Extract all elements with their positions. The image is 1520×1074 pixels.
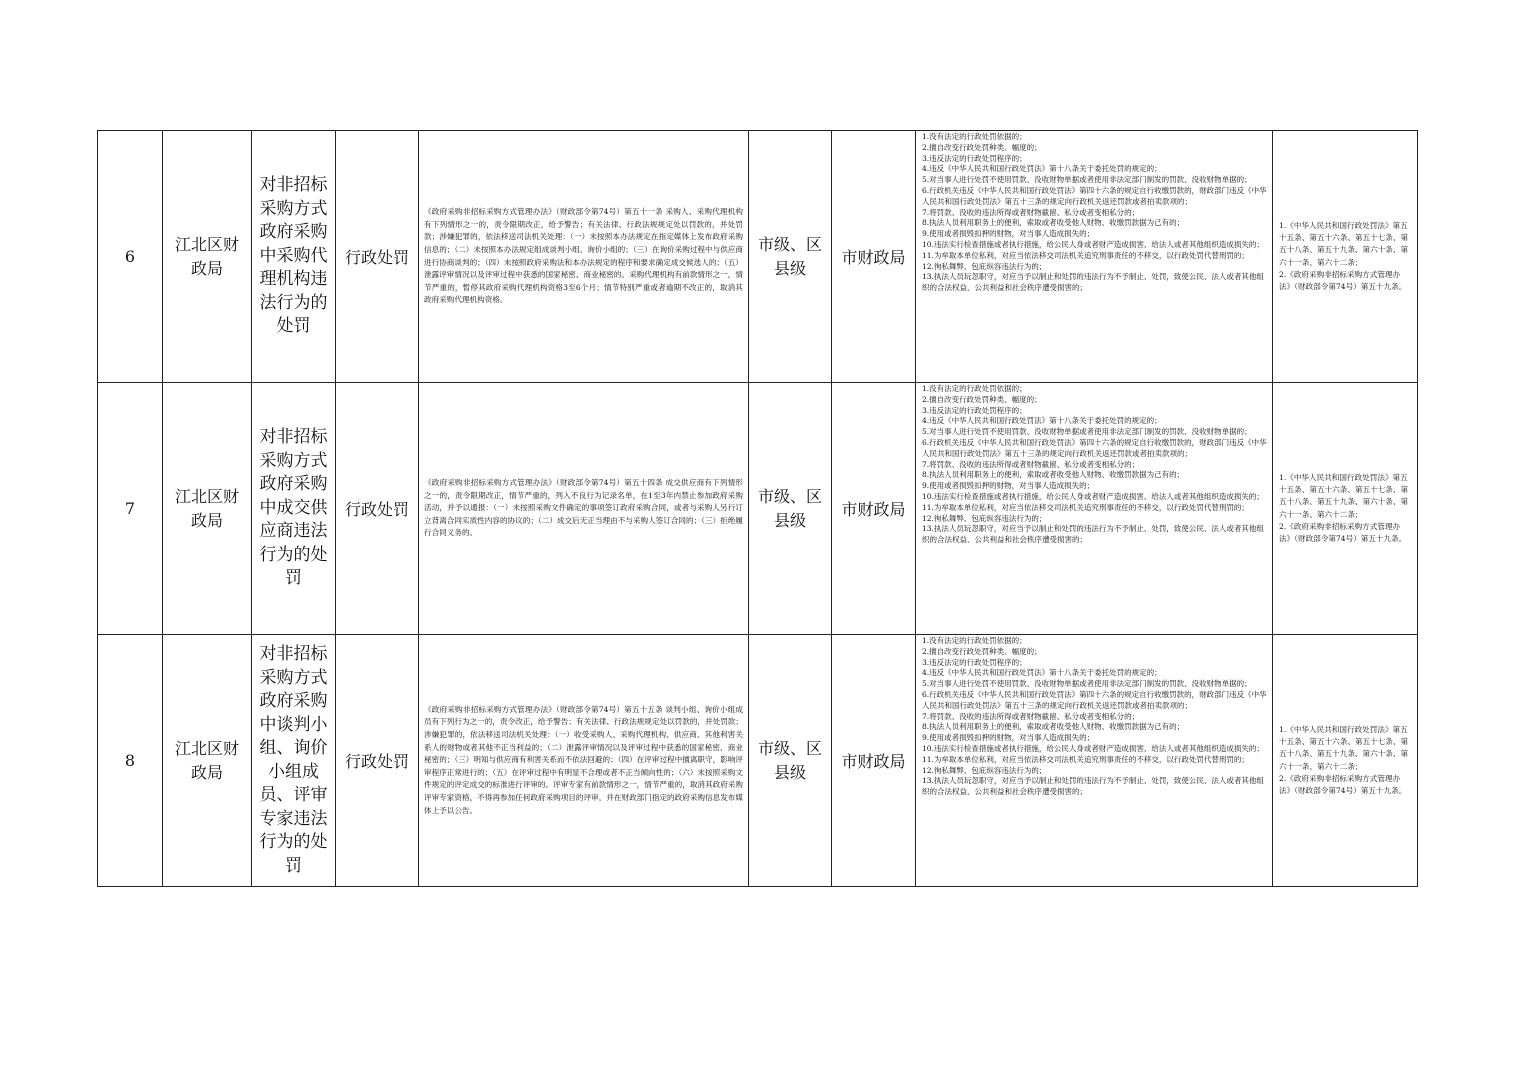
accountability-basis-2: 2.《政府采购非招标采购方式管理办法》（财政部令第74号）第五十九条。 [1279, 773, 1407, 795]
table-row [98, 383, 1418, 635]
accountability-item: 12.徇私舞弊、包庇纵容违法行为的； [922, 261, 1047, 271]
department-text: 江北区财政局 [174, 486, 239, 530]
accountability-item: 7.将罚款、没收的违法所得或者财物截留、私分或者变相私分的； [922, 459, 1140, 469]
accountability-item: 9.使用或者损毁扣押的财物，对当事人造成损失的； [922, 229, 1095, 239]
implementing-org-cell [832, 635, 916, 887]
item-name-text: 对非招标采购方式政府采购中谈判小组、询价小组成员、评审专家违法行为的处罚 [259, 644, 328, 876]
power-type-cell [336, 383, 419, 635]
power-type-text: 行政处罚 [344, 500, 409, 519]
power-type-cell [336, 131, 419, 383]
accountability-item: 4.违反《中华人民共和国行政处罚法》第十八条关于委托处罚的规定的； [922, 164, 1162, 174]
legal-basis-cell [419, 383, 749, 635]
row-number [98, 131, 163, 383]
accountability-basis-1: 1.《中华人民共和国行政处罚法》第五十五条、第五十六条、第五十七条、第五十八条、第五十九条、第六十条、第六十一条、第六十二条； [1279, 220, 1409, 267]
accountability-item: 1.没有法定的行政处罚依据的； [922, 636, 1027, 645]
accountability-item: 4.违反《中华人民共和国行政处罚法》第十八条关于委托处罚的规定的； [922, 416, 1162, 426]
table-body [98, 131, 1418, 887]
accountability-basis-1: 1.《中华人民共和国行政处罚法》第五十五条、第五十六条、第五十七条、第五十八条、第五十九条、第六十条、第六十一条、第六十二条； [1279, 472, 1409, 519]
accountability-item: 7.将罚款、没收的违法所得或者财物截留、私分或者变相私分的； [922, 711, 1140, 721]
accountability-item: 10.违法实行检查措施或者执行措施，给公民人身或者财产造成损害、给法人或者其他组织造成损失的； [922, 491, 1264, 501]
exercise-level-text: 市级、区县级 [757, 486, 822, 530]
accountability-item: 8.执法人员利用职务上的便利，索取或者收受他人财物、收缴罚款据为己有的； [922, 470, 1185, 480]
accountability-basis-1: 1.《中华人民共和国行政处罚法》第五十五条、第五十六条、第五十七条、第五十八条、第五十九条、第六十条、第六十一条、第六十二条； [1279, 724, 1409, 771]
power-type-text: 行政处罚 [344, 752, 409, 771]
accountability-basis-cell [1273, 635, 1418, 887]
accountability-item: 11.为牟取本单位私利，对应当依法移交司法机关追究刑事责任的不移交，以行政处罚代替刑罚的； [922, 502, 1249, 512]
implementing-org-text: 市财政局 [841, 752, 906, 771]
accountability-item: 3.违反法定的行政处罚程序的； [922, 153, 1027, 163]
accountability-item: 9.使用或者损毁扣押的财物，对当事人造成损失的； [922, 733, 1095, 743]
accountability-item: 8.执法人员利用职务上的便利，索取或者收受他人财物、收缴罚款据为己有的； [922, 722, 1185, 732]
accountability-basis-2: 2.《政府采购非招标采购方式管理办法》（财政部令第74号）第五十九条。 [1279, 269, 1407, 291]
accountability-item: 3.违反法定的行政处罚程序的； [922, 657, 1027, 667]
legal-basis-cell [419, 635, 749, 887]
row-number [98, 383, 163, 635]
accountability-item: 7.将罚款、没收的违法所得或者财物截留、私分或者变相私分的； [922, 207, 1140, 217]
accountability-basis-2: 2.《政府采购非招标采购方式管理办法》（财政部令第74号）第五十九条。 [1279, 521, 1407, 543]
implementing-org-cell [832, 383, 916, 635]
legal-basis-text: 《政府采购非招标采购方式管理办法》（财政部令第74号）第五十一条 采购人、采购代理机构有下列情形之一的，责令限期改正，给予警告；有关法律、行政法规规定处以罚款的，并处罚款；涉嫌犯罪的，依法移送司法机关处理：（一）未按照本办法规定在指定媒体上发布政府采购信息的；（二）未按照本办法规定组成谈判小组、询价小组的；（三）在询价采购过程中与供应商进行协商谈判的；（四）未按照政府采购法和本办法规定的程序和要求确定成交候选人的；（五）泄露评审情况以及评审过程中获悉的国家秘密、商业秘密的。采购代理机构有前款情形之一，情节严重的，暂停其政府采购代理机构资格3至6个月；情节特别严重或者逾期不改正的，取消其政府采购代理机构资格。 [424, 207, 743, 305]
row-number-text: 7 [124, 499, 136, 518]
department-cell [163, 131, 252, 383]
item-name-cell [252, 635, 336, 887]
accountability-item: 10.违法实行检查措施或者执行措施，给公民人身或者财产造成损害、给法人或者其他组织造成损失的； [922, 743, 1264, 753]
exercise-level-cell [749, 131, 832, 383]
accountability-item: 8.执法人员利用职务上的便利，索取或者收受他人财物、收缴罚款据为己有的； [922, 218, 1185, 228]
accountability-item: 13.执法人员玩忽职守，对应当予以制止和处罚的违法行为不予制止、处罚，致使公民、法人或者其他组织的合法权益、公共利益和社会秩序遭受损害的； [922, 776, 1264, 797]
department-cell [163, 635, 252, 887]
accountability-item: 5.对当事人进行处罚不使用罚款、没收财物单据或者使用非法定部门制发的罚款、没收财物单据的； [922, 679, 1252, 689]
legal-basis-cell [419, 131, 749, 383]
exercise-level-cell [749, 635, 832, 887]
power-type-text: 行政处罚 [344, 248, 409, 267]
accountability-cell [916, 383, 1273, 635]
accountability-item: 11.为牟取本单位私利，对应当依法移交司法机关追究刑事责任的不移交，以行政处罚代替刑罚的； [922, 754, 1249, 764]
legal-basis-text: 《政府采购非招标采购方式管理办法》（财政部令第74号）第五十五条 谈判小组、询价小组成员有下列行为之一的，责令改正，给予警告；有关法律、行政法规规定处以罚款的，并处罚款；涉嫌犯罪的，依法移送司法机关处理：（一）收受采购人、采购代理机构、供应商、其他利害关系人的财物或者其他不正当利益的；（二）泄露评审情况以及评审过程中获悉的国家秘密、商业秘密的；（三）明知与供应商有利害关系而不依法回避的；（四）在评审过程中擅离职守，影响评审程序正常进行的；（五）在评审过程中有明显不合理或者不正当倾向性的；（六）未按照采购文件规定的评定成交的标准进行评审的。评审专家有前款情形之一，情节严重的，取消其政府采购评审专家资格，不得再参加任何政府采购项目的评审，并在财政部门指定的政府采购信息发布媒体上予以公告。 [424, 704, 743, 815]
row-number [98, 635, 163, 887]
accountability-basis-cell [1273, 131, 1418, 383]
accountability-item: 2.擅自改变行政处罚种类、幅度的； [922, 394, 1042, 404]
row-number-text: 6 [124, 247, 136, 266]
accountability-item: 6.行政机关违反《中华人民共和国行政处罚法》第四十六条的规定自行收缴罚款的，财政部门违反《中华人民共和国行政处罚法》第五十三条的规定向行政机关返还罚款或者拍卖款项的； [922, 185, 1267, 206]
table-row [98, 131, 1418, 383]
accountability-item: 11.为牟取本单位私利，对应当依法移交司法机关追究刑事责任的不移交，以行政处罚代替刑罚的； [922, 250, 1249, 260]
department-cell [163, 383, 252, 635]
implementing-org-text: 市财政局 [841, 500, 906, 519]
accountability-item: 13.执法人员玩忽职守，对应当予以制止和处罚的违法行为不予制止、处罚，致使公民、法人或者其他组织的合法权益、公共利益和社会秩序遭受损害的； [922, 524, 1264, 545]
penalty-list-table [97, 130, 1418, 887]
department-text: 江北区财政局 [174, 738, 239, 782]
item-name-cell [252, 131, 336, 383]
accountability-item: 2.擅自改变行政处罚种类、幅度的； [922, 142, 1042, 152]
accountability-list [916, 131, 1272, 382]
accountability-item: 13.执法人员玩忽职守，对应当予以制止和处罚的违法行为不予制止、处罚，致使公民、法人或者其他组织的合法权益、公共利益和社会秩序遭受损害的； [922, 272, 1264, 293]
accountability-item: 1.没有法定的行政处罚依据的； [922, 384, 1027, 393]
department-text: 江北区财政局 [174, 234, 239, 278]
accountability-item: 12.徇私舞弊、包庇纵容违法行为的； [922, 513, 1047, 523]
implementing-org-text: 市财政局 [841, 248, 906, 267]
table-row [98, 635, 1418, 887]
accountability-item: 10.违法实行检查措施或者执行措施，给公民人身或者财产造成损害、给法人或者其他组织造成损失的； [922, 239, 1264, 249]
exercise-level-cell [749, 383, 832, 635]
accountability-basis-cell [1273, 383, 1418, 635]
accountability-item: 12.徇私舞弊、包庇纵容违法行为的； [922, 765, 1047, 775]
legal-basis-text: 《政府采购非招标采购方式管理办法》（财政部令第74号）第五十四条 成交供应商有下列情形之一的，责令限期改正，情节严重的，列入不良行为记录名单，在1至3年内禁止参加政府采购活动，并予以通报：（一）未按照采购文件确定的事项签订政府采购合同，或者与采购人另行订立背离合同实质性内容的协议的；（二）成交后无正当理由不与采购人签订合同的；（三）拒绝履行合同义务的。 [424, 478, 743, 538]
accountability-item: 6.行政机关违反《中华人民共和国行政处罚法》第四十六条的规定自行收缴罚款的，财政部门违反《中华人民共和国行政处罚法》第五十三条的规定向行政机关返还罚款或者拍卖款项的； [922, 437, 1267, 458]
accountability-item: 6.行政机关违反《中华人民共和国行政处罚法》第四十六条的规定自行收缴罚款的，财政部门违反《中华人民共和国行政处罚法》第五十三条的规定向行政机关返还罚款或者拍卖款项的； [922, 689, 1267, 710]
item-name-text: 对非招标采购方式政府采购中成交供应商违法行为的处罚 [259, 427, 328, 589]
implementing-org-cell [832, 131, 916, 383]
item-name-cell [252, 383, 336, 635]
accountability-item: 3.违反法定的行政处罚程序的； [922, 405, 1027, 415]
accountability-item: 5.对当事人进行处罚不使用罚款、没收财物单据或者使用非法定部门制发的罚款、没收财物单据的； [922, 427, 1252, 437]
power-type-cell [336, 635, 419, 887]
accountability-item: 4.违反《中华人民共和国行政处罚法》第十八条关于委托处罚的规定的； [922, 668, 1162, 678]
accountability-item: 5.对当事人进行处罚不使用罚款、没收财物单据或者使用非法定部门制发的罚款、没收财物单据的； [922, 175, 1252, 185]
accountability-list [916, 635, 1272, 886]
accountability-item: 1.没有法定的行政处罚依据的； [922, 132, 1027, 141]
accountability-list [916, 383, 1272, 634]
exercise-level-text: 市级、区县级 [757, 234, 822, 278]
accountability-cell [916, 131, 1273, 383]
accountability-item: 2.擅自改变行政处罚种类、幅度的； [922, 646, 1042, 656]
exercise-level-text: 市级、区县级 [757, 738, 822, 782]
accountability-cell [916, 635, 1273, 887]
accountability-item: 9.使用或者损毁扣押的财物，对当事人造成损失的； [922, 481, 1095, 491]
item-name-text: 对非招标采购方式政府采购中采购代理机构违法行为的处罚 [259, 175, 328, 337]
row-number-text: 8 [124, 751, 136, 770]
